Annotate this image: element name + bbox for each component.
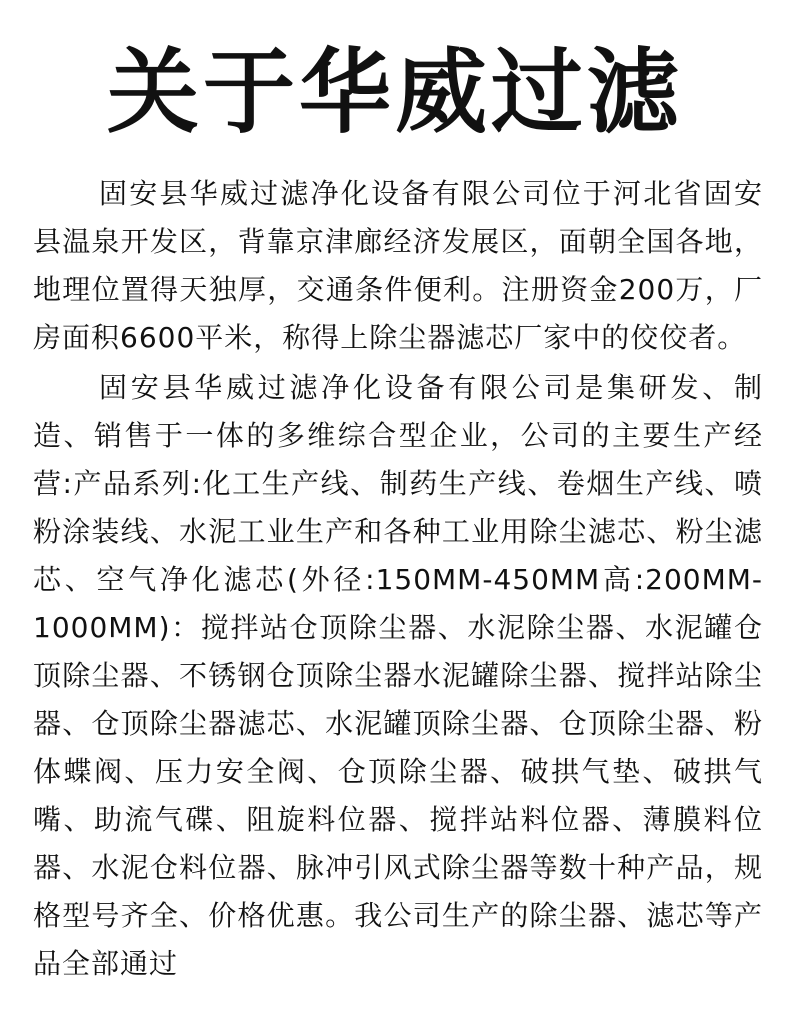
page-title: 关于华威过滤 bbox=[106, 39, 683, 146]
paragraph-products: 固安县华威过滤净化设备有限公司是集研发、制造、销售于一体的多维综合型企业，公司的主要生产经营:产品系列:化工生产线、制药生产线、卷烟生产线、喷粉涂装线、水泥工业生产和各种工业用除尘滤芯、粉尘滤芯、空气净化滤芯(外径:150MM-450MM高:200MM-1000MM)：搅拌站仓顶除尘器、水泥除尘器、水泥罐仓顶除尘器、不锈钢仓顶除尘器水泥罐除尘器、搅拌站除尘器、仓顶除尘器滤芯、水泥罐顶除尘器、仓顶除尘器、粉体蝶阀、压力安全阀、仓顶除尘器、破拱气垫、破拱气嘴、助流气碟、阻旋料位器、搅拌站料位器、薄膜料位器、水泥仓料位器、脉冲引风式除尘器等数十种产品，规格型号齐全、价格优惠。我公司生产的除尘器、滤芯等产品全部通过 bbox=[33, 371, 763, 980]
paragraph-intro: 固安县华威过滤净化设备有限公司位于河北省固安县温泉开发区，背靠京津廊经济发展区，面朝全国各地，地理位置得天独厚，交通条件便利。注册资金200万，厂房面积6600平米，称得上除尘器滤芯厂家中的佼佼者。 bbox=[33, 177, 763, 354]
article-body bbox=[33, 170, 763, 990]
